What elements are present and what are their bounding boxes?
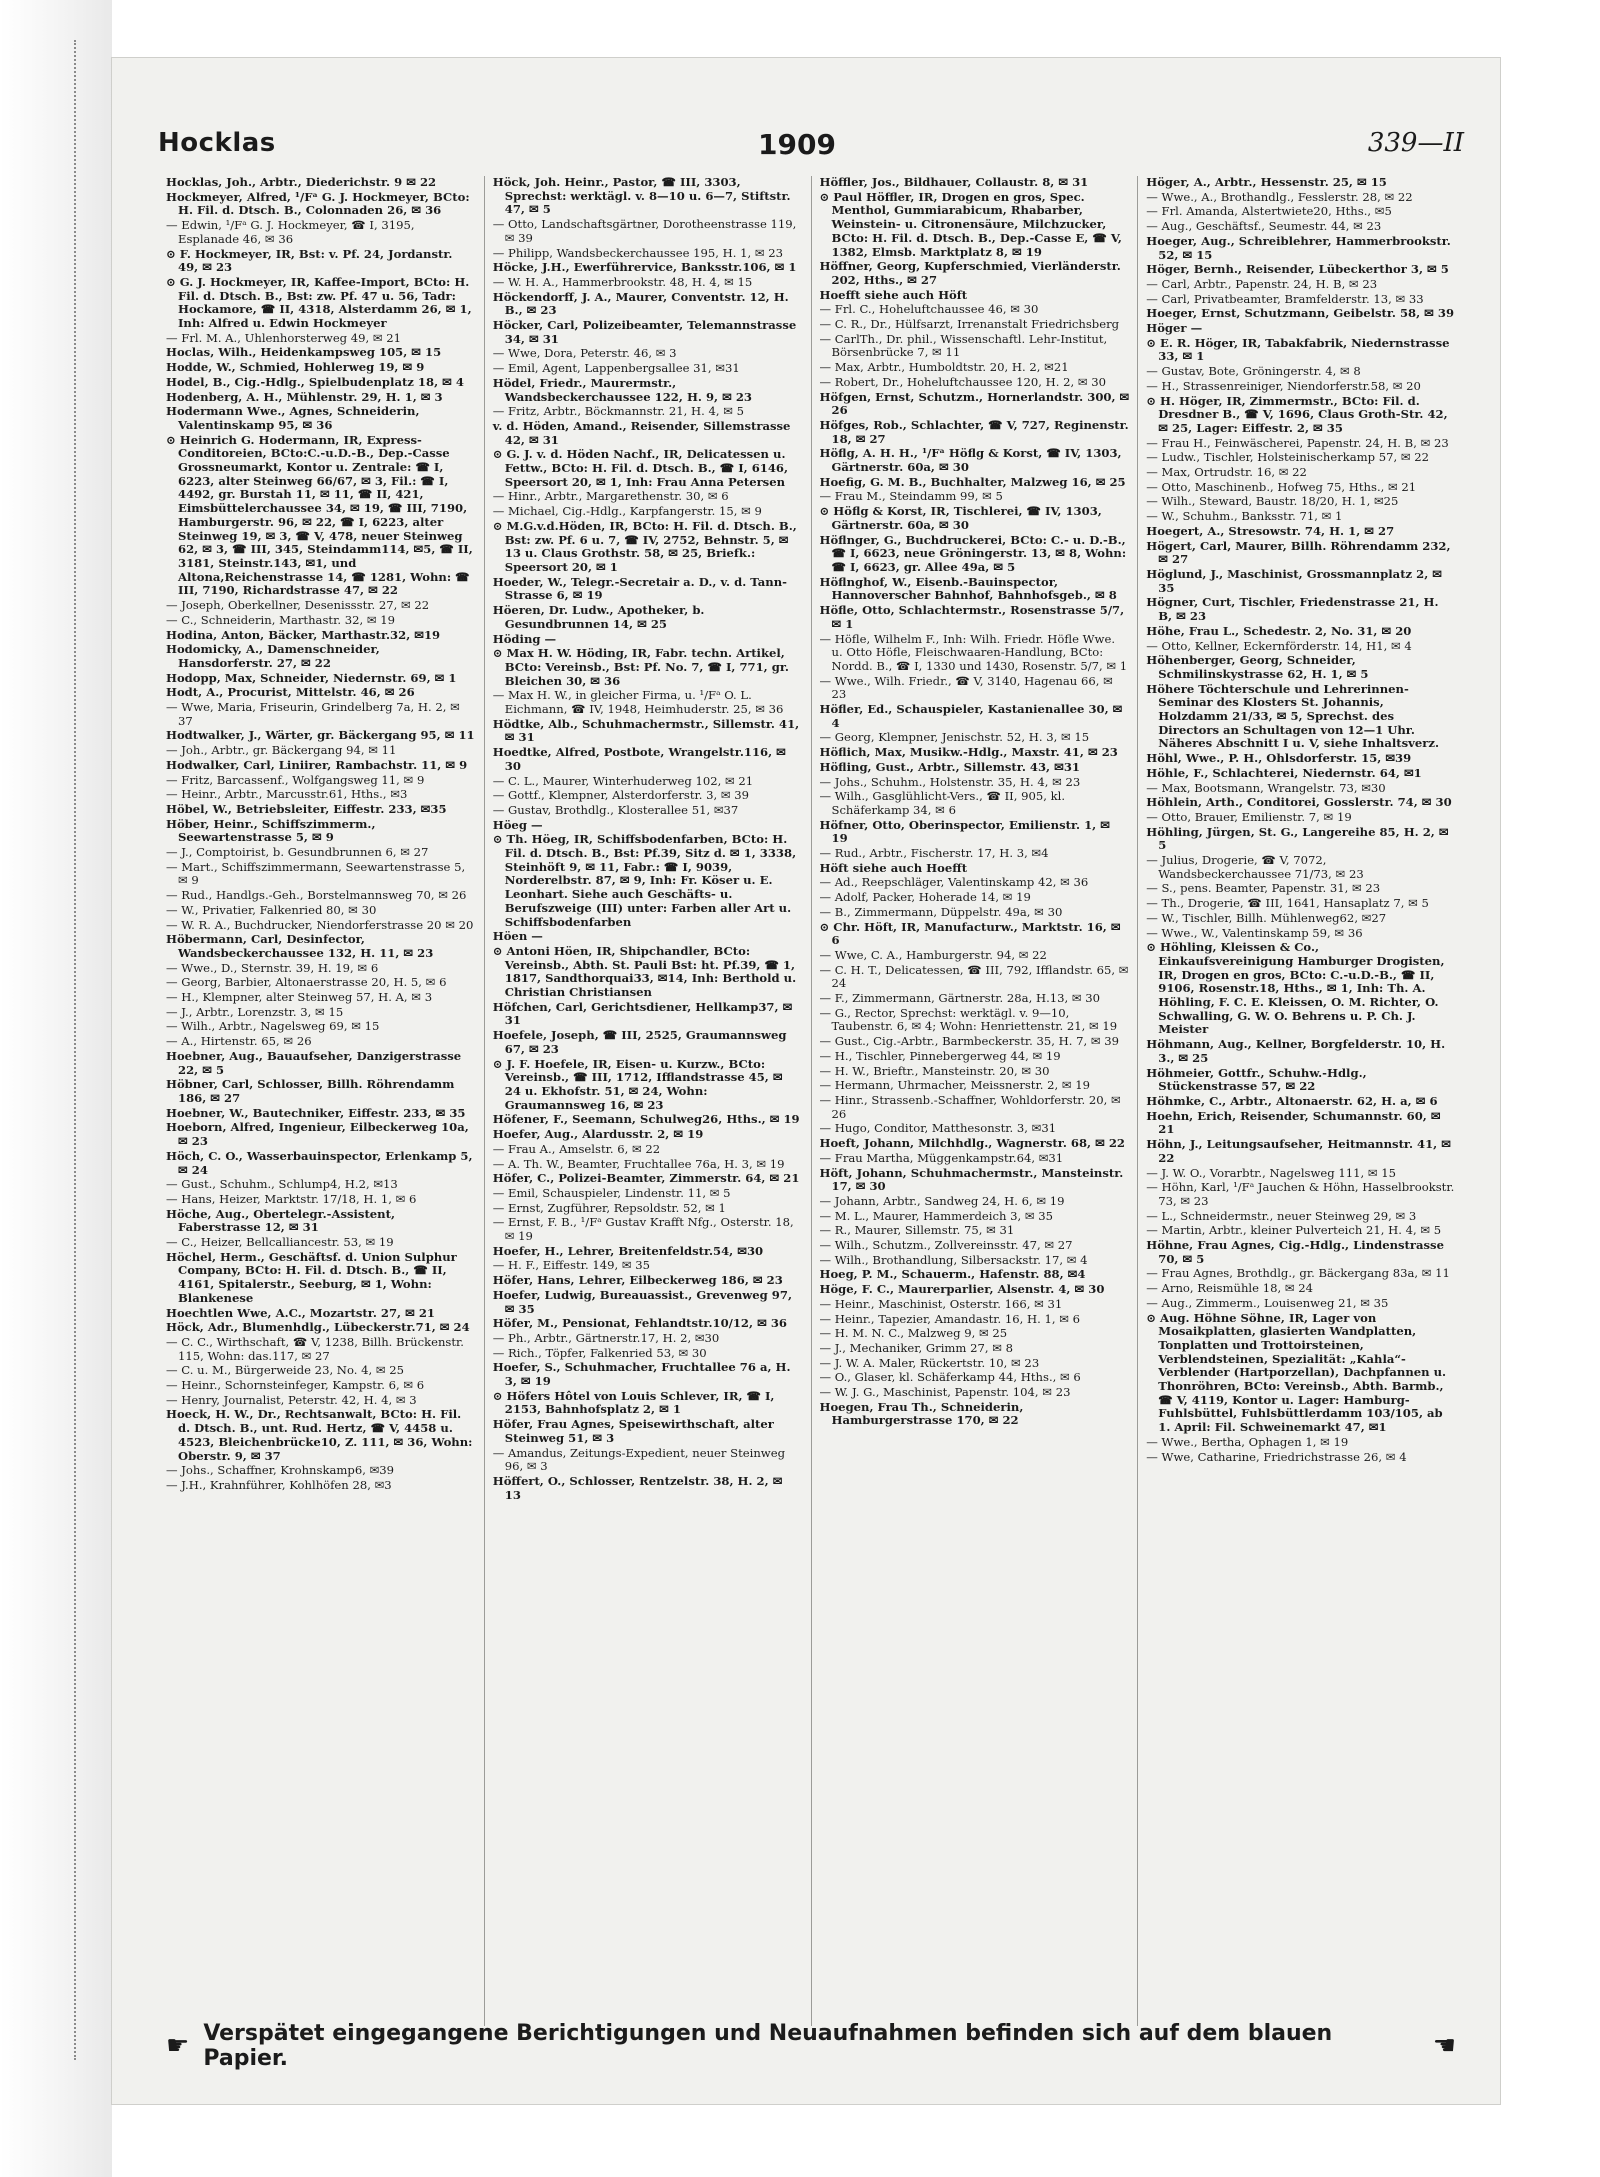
directory-entry: — H., Klempner, alter Steinweg 57, H. A, ✉ 3 xyxy=(166,990,433,1005)
directory-entry: Höfer, Hans, Lehrer, Eilbeckerweg 186, ✉ 23 xyxy=(492,1273,783,1288)
directory-entry: — Wwe., A., Brothandlg., Fesslerstr. 28, ✉ 22 xyxy=(1146,189,1413,204)
directory-entry: — W., Schuhm., Banksstr. 71, ✉ 1 xyxy=(1146,509,1343,524)
directory-entry: Höfle, Otto, Schlachtermstr., Rosenstrasse 5/7, ✉ 1 xyxy=(819,603,1125,631)
footer-text: Verspätet eingegangene Berichtigungen und Neuaufnahmen befinden sich auf dem blauen Papier. xyxy=(203,2021,1333,2071)
column-3 xyxy=(811,176,1138,2026)
directory-entry: Högner, Curt, Tischler, Friedenstrasse 21, H. B, ✉ 23 xyxy=(1146,595,1439,624)
directory-entry: — Frl. Amanda, Alstertwiete20, Hths., ✉5 xyxy=(1146,204,1392,219)
directory-entry: — Wwe, Dora, Peterstr. 46, ✉ 3 xyxy=(492,346,677,361)
directory-entry: Höfer, C., Polizei-Beamter, Zimmerstr. 64, ✉ 21 xyxy=(492,1171,800,1186)
directory-entry: — Georg, Klempner, Jenischstr. 52, H. 3, ✉ 15 xyxy=(819,730,1090,745)
directory-entry: Höfer, Frau Agnes, Speisewirthschaft, alter Steinweg 51, ✉ 3 xyxy=(492,1417,774,1445)
directory-entry: Hoefer, Ludwig, Bureauassist., Grevenweg 97, ✉ 35 xyxy=(492,1287,792,1316)
directory-entry: Höfchen, Carl, Gerichtsdiener, Hellkamp37, ✉ 31 xyxy=(492,999,793,1028)
directory-entry: — Th., Drogerie, ☎ III, 1641, Hansaplatz 7, ✉ 5 xyxy=(1146,896,1429,911)
directory-entry: — Gust., Schuhm., Schlump4, H.2, ✉13 xyxy=(166,1177,398,1192)
directory-entry: Hoefer, S., Schuhmacher, Fruchtallee 76 a, H. 3, ✉ 19 xyxy=(492,1360,791,1389)
directory-entry: Höcker, Carl, Polizeibeamter, Telemannstrasse 34, ✉ 31 xyxy=(492,318,797,346)
directory-entry: — A., Hirtenstr. 65, ✉ 26 xyxy=(166,1034,312,1049)
directory-entry: — Amandus, Zeitungs-Expedient, neuer Steinweg 96, ✉ 3 xyxy=(492,1445,785,1474)
directory-entry: ⊙ Antoni Höen, IR, Shipchandler, BCto: Vereinsb., Abth. St. Pauli Bst: ht. Pf.39, ☎ 1, 1817, Sandthorquai33, ✉14, Inh: Berthold u. Christian Christiansen xyxy=(492,943,797,1000)
year: 1909 xyxy=(758,128,836,161)
directory-entry: ⊙ M.G.v.d.Höden, IR, BCto: H. Fil. d. Dtsch. B., Bst: zw. Pf. 6 u. 7, ☎ IV, 2752, Behnstr. 5, ✉ 13 u. Claus Grothstr. 58, ✉ 25, Briefk.: Speersort 20, ✉ 1 xyxy=(492,518,797,574)
directory-entry: Hoeg, P. M., Schauerm., Hafenstr. 88, ✉4 xyxy=(819,1267,1086,1282)
directory-entry: — Wwe, Maria, Friseurin, Grindelberg 7a, H. 2, ✉ 37 xyxy=(166,700,460,728)
directory-entry: — Julius, Drogerie, ☎ V, 7072, Wandsbeckerchaussee 71/73, ✉ 23 xyxy=(1146,853,1364,881)
directory-entry: — Frau H., Feinwäscherei, Papenstr. 24, H. B, ✉ 23 xyxy=(1146,435,1449,450)
directory-entry: — Ernst, Zugführer, Repsoldstr. 52, ✉ 1 xyxy=(492,1200,726,1215)
directory-entry: — Otto, Kellner, Eckernförderstr. 14, H1, ✉ 4 xyxy=(1146,638,1412,653)
directory-entry: Hoclas, Wilh., Heidenkampsweg 105, ✉ 15 xyxy=(166,345,442,360)
page-number: 339—II xyxy=(1367,128,1464,158)
directory-entry: — Hinr., Arbtr., Margarethenstr. 30, ✉ 6 xyxy=(492,489,729,504)
pointing-hand-icon: ☛ xyxy=(166,2031,190,2061)
directory-entry: ⊙ Höflg & Korst, IR, Tischlerei, ☎ IV, 1303, Gärtnerstr. 60a, ✉ 30 xyxy=(819,504,1102,532)
directory-entry: ⊙ F. Hockmeyer, IR, Bst: v. Pf. 24, Jordanstr. 49, ✉ 23 xyxy=(166,246,453,275)
binding-edge xyxy=(74,40,77,2060)
directory-entry: — Philipp, Wandsbeckerchaussee 195, H. 1, ✉ 23 xyxy=(492,245,784,260)
column-4 xyxy=(1137,176,1464,2026)
directory-entry: — Höfle, Wilhelm F., Inh: Wilh. Friedr. Höfle Wwe. u. Otto Höfle, Fleischwaaren-Handlung, BCto: Nordd. B., ☎ I, 1330 und 1430, Rosenstr. 5/7, ✉ 1 xyxy=(819,631,1128,673)
directory-entry: Hodomicky, A., Damenschneider, Hansdorferstr. 27, ✉ 22 xyxy=(166,642,380,670)
directory-entry: — Georg, Barbier, Altonaerstrasse 20, H. 5, ✉ 6 xyxy=(166,975,447,990)
directory-entry: Höhl, Wwe., P. H., Ohlsdorferstr. 15, ✉39 xyxy=(1146,751,1412,766)
directory-entry: — Ludw., Tischler, Holsteinischerkamp 57, ✉ 22 xyxy=(1146,450,1430,465)
directory-entry: — Hugo, Conditor, Matthesonstr. 3, ✉31 xyxy=(819,1121,1057,1136)
directory-entry: — J., Comptoirist, b. Gesundbrunnen 6, ✉ 27 xyxy=(166,845,429,860)
directory-entry: ⊙ E. R. Höger, IR, Tabakfabrik, Niedernstrasse 33, ✉ 1 xyxy=(1146,335,1450,364)
directory-entry: — H., Strassenreiniger, Niendorferstr.58, ✉ 20 xyxy=(1146,378,1421,393)
directory-entry: — W. H. A., Hammerbrookstr. 48, H. 4, ✉ 15 xyxy=(492,274,753,289)
directory-entry: Höck, Joh. Heinr., Pastor, ☎ III, 3303, Sprechst: werktägl. v. 8—10 u. 6—7, Stiftstr. 47, ✉ 5 xyxy=(492,176,791,217)
directory-entry: Hocklas, Joh., Arbtr., Diederichstr. 9 ✉ 22 xyxy=(166,176,437,189)
directory-entry: — J. W. O., Vorarbtr., Nagelsweg 111, ✉ 15 xyxy=(1146,1165,1397,1180)
directory-entry: Höfges, Rob., Schlachter, ☎ V, 727, Reginenstr. 18, ✉ 27 xyxy=(819,417,1129,446)
directory-entry: Höfner, Otto, Oberinspector, Emilienstr. 1, ✉ 19 xyxy=(819,817,1110,846)
directory-entry: — Wilh., Schutzm., Zollvereinsstr. 47, ✉ 27 xyxy=(819,1238,1073,1253)
directory-entry: — S., pens. Beamter, Papenstr. 31, ✉ 23 xyxy=(1146,881,1381,896)
directory-entry: Hoebner, W., Bautechniker, Eiffestr. 233, ✉ 35 xyxy=(166,1105,466,1120)
directory-entry: Hödtke, Alb., Schuhmachermstr., Sillemstr. 41, ✉ 31 xyxy=(492,716,800,745)
directory-entry: Höhle, F., Schlachterei, Niedernstr. 64, ✉1 xyxy=(1146,765,1422,780)
directory-entry: Hodt, A., Procurist, Mittelstr. 46, ✉ 26 xyxy=(166,685,415,700)
running-head: Hocklas xyxy=(158,128,276,158)
directory-entry: Höhe, Frau L., Schedestr. 2, No. 31, ✉ 20 xyxy=(1146,623,1412,638)
directory-entry: Hoefer, H., Lehrer, Breitenfeldstr.54, ✉30 xyxy=(492,1243,764,1258)
directory-entry: Hodtwalker, J., Wärter, gr. Bäckergang 95, ✉ 11 xyxy=(166,728,475,743)
directory-entry: — Frau A., Amselstr. 6, ✉ 22 xyxy=(492,1141,661,1156)
directory-entry: — W., Privatier, Falkenried 80, ✉ 30 xyxy=(166,902,377,917)
directory-entry: — Frau Martha, Müggenkampstr.64, ✉31 xyxy=(819,1150,1064,1165)
directory-entry: Höber, Heinr., Schiffszimmerm., Seewartenstrasse 5, ✉ 9 xyxy=(166,816,376,845)
directory-entry: Höbermann, Carl, Desinfector, Wandsbeckerchaussee 132, H. 11, ✉ 23 xyxy=(166,932,434,960)
directory-entry: Höflich, Max, Musikw.-Hdlg., Maxstr. 41, ✉ 23 xyxy=(819,745,1118,760)
directory-entry: — W. J. G., Maschinist, Papenstr. 104, ✉ 23 xyxy=(819,1385,1071,1400)
directory-entry: Höbel, W., Betriebsleiter, Eiffestr. 233, ✉35 xyxy=(166,801,447,816)
directory-entry: — Joseph, Oberkellner, Desenissstr. 27, ✉ 22 xyxy=(166,598,430,613)
directory-entry: Höhenberger, Georg, Schneider, Schmilinskystrasse 62, H. 1, ✉ 5 xyxy=(1146,653,1369,681)
directory-entry: — A. Th. W., Beamter, Fruchtallee 76a, H. 3, ✉ 19 xyxy=(492,1156,785,1171)
directory-entry: — C. L., Maurer, Winterhuderweg 102, ✉ 21 xyxy=(492,773,754,788)
directory-entry: Hoeborn, Alfred, Ingenieur, Eilbeckerweg 10a, ✉ 23 xyxy=(166,1120,469,1149)
directory-entry: — CarlTh., Dr. phil., Wissenschaftl. Lehr-Institut, Börsenbrücke 7, ✉ 11 xyxy=(819,331,1108,360)
directory-entry: — H., Tischler, Pinnebergerweg 44, ✉ 19 xyxy=(819,1048,1061,1063)
directory-entry: Hodenberg, A. H., Mühlenstr. 29, H. 1, ✉ 3 xyxy=(166,389,443,404)
directory-entry: Hoeder, W., Telegr.-Secretair a. D., v. d. Tann-Strasse 6, ✉ 19 xyxy=(492,574,787,603)
directory-entry: ⊙ Höfers Hôtel von Louis Schlever, IR, ☎ I, 2153, Bahnhofsplatz 2, ✉ 1 xyxy=(492,1388,775,1417)
directory-entry: Höhmeier, Gottfr., Schuhw.-Hdlg., Stückenstrasse 57, ✉ 22 xyxy=(1146,1065,1367,1094)
directory-entry: ⊙ G. J. v. d. Höden Nachf., IR, Delicatessen u. Fettw., BCto: H. Fil. d. Dtsch. B., ☎ I, 6146, Speersort 20, ✉ 1, Inh: Frau Anna Petersen xyxy=(492,447,789,489)
directory-entry: — C. u. M., Bürgerweide 23, No. 4, ✉ 25 xyxy=(166,1363,404,1378)
directory-entry: Höfener, F., Seemann, Schulweg26, Hths., ✉ 19 xyxy=(492,1112,800,1127)
directory-entry: — H. M. N. C., Malzweg 9, ✉ 25 xyxy=(819,1326,1008,1341)
directory-entry: Höeg — xyxy=(492,817,543,832)
directory-entry: — J., Arbtr., Lorenzstr. 3, ✉ 15 xyxy=(166,1004,344,1019)
directory-entry: ⊙ Paul Höffler, IR, Drogen en gros, Spec. Menthol, Gummiarabicum, Rhabarber, Weinstein- u. Citronensäure, Milchzucker, BCto: H. Fil. d. Dtsch. B., Dep.-Casse E, ☎ V, 1382, Elmsb. Marktplatz 8, ✉ 19 xyxy=(819,189,1122,259)
directory-entry: — Wwe, C. A., Hamburgerstr. 94, ✉ 22 xyxy=(819,947,1047,962)
directory-entry: Höfling, Gust., Arbtr., Sillemstr. 43, ✉31 xyxy=(819,759,1080,774)
scan-margin xyxy=(0,0,112,2177)
directory-entry: — G., Rector, Sprechst: werktägl. v. 9—10, Taubenstr. 6, ✉ 4; Wohn: Henriettenstr. 21, ✉ 19 xyxy=(819,1005,1118,1034)
directory-entry: Höhlein, Arth., Conditorei, Gosslerstr. 74, ✉ 30 xyxy=(1146,795,1452,810)
directory-entry: — Emil, Agent, Lappenbergsallee 31, ✉31 xyxy=(492,361,740,376)
directory-entry: — R., Maurer, Sillemstr. 75, ✉ 31 xyxy=(819,1223,1015,1238)
directory-entry: — Frau Agnes, Brothdlg., gr. Bäckergang 83a, ✉ 11 xyxy=(1146,1266,1450,1281)
directory-entry: ⊙ Heinrich G. Hodermann, IR, Express-Conditoreien, BCto:C.-u.D.-B., Dep.-Casse Grossneumarkt, Kontor u. Zentrale: ☎ I, 6223, alter Steinweg 66/67, ✉ 3, Fil.: ☎ I, 4492, gr. Burstah 11, ✉ 11, ☎ II, 421, Eimsbüttelerchaussee 34, ✉ 19, ☎ III, 7190, Hamburgerstr. 96, ✉ 22, ☎ I, 6223, alter Steinweg 19, ✉ 3, ☎ V, 478, neuer Steinweg 62, ✉ 3, ☎ III, 345, Steindamm114, ✉5, ☎ II, 3181, Steinstr.143, ✉1, und Altona,Reichenstrasse 14, ☎ 1281, Wohn: ☎ III, 7190, Richardstrasse 47, ✉ 22 xyxy=(166,432,473,598)
directory-columns xyxy=(158,176,1464,2026)
directory-entry: Hoefele, Joseph, ☎ III, 2525, Graumannsweg 67, ✉ 23 xyxy=(492,1028,787,1056)
directory-entry: — W. R. A., Buchdrucker, Niendorferstrasse 20 ✉ 20 xyxy=(166,917,474,932)
directory-entry: — Heinr., Arbtr., Marcusstr.61, Hths., ✉3 xyxy=(166,787,408,802)
directory-entry: Hoedtke, Alfred, Postbote, Wrangelstr.116, ✉ 30 xyxy=(492,745,786,773)
directory-entry: — M. L., Maurer, Hammerdeich 3, ✉ 35 xyxy=(819,1208,1054,1223)
directory-entry: — Wilh., Brothandlung, Silbersackstr. 17, ✉ 4 xyxy=(819,1252,1088,1267)
directory-entry: — Rich., Töpfer, Falkenried 53, ✉ 30 xyxy=(492,1345,707,1360)
directory-entry: Höhne, Frau Agnes, Cig.-Hdlg., Lindenstrasse 70, ✉ 5 xyxy=(1146,1238,1444,1266)
directory-entry: — Gust., Cig.-Arbtr., Barmbeckerstr. 35, H. 7, ✉ 39 xyxy=(819,1034,1120,1049)
directory-entry: Höhling, Jürgen, St. G., Langereihe 85, H. 2, ✉ 5 xyxy=(1146,824,1449,853)
directory-entry: Höch, C. O., Wasserbauinspector, Erlenkamp 5, ✉ 24 xyxy=(166,1148,473,1177)
directory-entry: Hodopp, Max, Schneider, Niedernstr. 69, ✉ 1 xyxy=(166,670,457,685)
directory-entry: ⊙ H. Höger, IR, Zimmermstr., BCto: Fil. d. Dresdner B., ☎ V, 1696, Claus Groth-Str. 42, ✉ 25, Lager: Eiffestr. 2, ✉ 35 xyxy=(1146,393,1448,435)
directory-entry: — Fritz, Arbtr., Böckmannstr. 21, H. 4, ✉ 5 xyxy=(492,404,745,419)
directory-entry: — J., Mechaniker, Grimm 27, ✉ 8 xyxy=(819,1340,1013,1355)
directory-entry: — Gottf., Klempner, Alsterdorferstr. 3, ✉ 39 xyxy=(492,788,750,803)
directory-entry: — Aug., Zimmerm., Louisenweg 21, ✉ 35 xyxy=(1146,1295,1389,1310)
directory-entry: Höger, A., Arbtr., Hessenstr. 25, ✉ 15 xyxy=(1146,176,1387,189)
directory-entry: — Carl, Privatbeamter, Bramfelderstr. 13, ✉ 33 xyxy=(1146,291,1424,306)
directory-entry: ⊙ J. F. Hoefele, IR, Eisen- u. Kurzw., BCto: Vereinsb., ☎ III, 1712, Ifflandstrasse 45, ✉ 24 u. Ekhofstr. 51, ✉ 24, Wohn: Graumannsweg 16, ✉ 23 xyxy=(492,1056,783,1112)
directory-entry: — Carl, Arbtr., Papenstr. 24, H. B, ✉ 23 xyxy=(1146,276,1378,291)
directory-entry: Hoeck, H. W., Dr., Rechtsanwalt, BCto: H. Fil. d. Dtsch. B., unt. Rud. Hertz, ☎ V, 4458 u. 4523, Bleichenbrücke10, Z. 111, ✉ 36, Wohn: Oberstr. 9, ✉ 37 xyxy=(166,1407,473,1463)
directory-entry: — Wilh., Gasglühlicht-Vers., ☎ II, 905, kl. Schäferkamp 34, ✉ 6 xyxy=(819,789,1066,817)
directory-entry: Hoefft siehe auch Höft xyxy=(819,287,968,302)
directory-entry: ⊙ Th. Höeg, IR, Schiffsbodenfarben, BCto: H. Fil. d. Dtsch. B., Bst: Pf.39, Sitz d. ✉ 1, 3338, Steinhöft 9, ✉ 11, Fabr.: ☎ I, 9039, Norderelbstr. 87, ✉ 9, Inh: Fr. Köser u. E. Leonhart. Siehe auch Geschäfts- u. Berufszweige (III) unter: Farben aller Art u. Schiffsbodenfarben xyxy=(492,832,797,929)
directory-entry: — C., Heizer, Bellcalliancestr. 53, ✉ 19 xyxy=(166,1235,394,1250)
directory-entry: — O., Glaser, kl. Schäferkamp 44, Hths., ✉ 6 xyxy=(819,1370,1081,1385)
directory-entry: — Otto, Brauer, Emilienstr. 7, ✉ 19 xyxy=(1146,809,1352,824)
directory-entry: ⊙ Aug. Höhne Söhne, IR, Lager von Mosaikplatten, glasierten Wandplatten, Tonplatten und Trottoirsteinen, Verblendsteinen, Spezialität: „Kahla“-Verblender (Hartporzellan), Dachpfannen u. Thonröhren, BCto: Vereinsb., Abth. Barmb., ☎ V, 4119, Kontor u. Lager: Hamburg-Fuhlsbüttel, Fuhlsbüttlerdamm 103/105, ab 1. April: Fil. Schweinemarkt 47, ✉1 xyxy=(1146,1310,1447,1435)
directory-entry: — Max, Bootsmann, Wrangelstr. 73, ✉30 xyxy=(1146,780,1386,795)
directory-entry: Höfler, Ed., Schauspieler, Kastanienallee 30, ✉ 4 xyxy=(819,702,1123,730)
directory-entry: Höeren, Dr. Ludw., Apotheker, b. Gesundbrunnen 14, ✉ 25 xyxy=(492,603,705,631)
directory-entry: — Frau M., Steindamm 99, ✉ 5 xyxy=(819,489,1003,504)
directory-entry: — Ernst, F. B., ¹/Fᵃ Gustav Krafft Nfg., Osterstr. 18, ✉ 19 xyxy=(492,1215,794,1244)
directory-entry: — J. W. A. Maler, Rückertstr. 10, ✉ 23 xyxy=(819,1355,1040,1370)
directory-entry: — Joh., Arbtr., gr. Bäckergang 94, ✉ 11 xyxy=(166,743,397,758)
directory-entry: — Johs., Schuhm., Holstenstr. 35, H. 4, ✉ 23 xyxy=(819,774,1081,789)
directory-entry: — Michael, Cig.-Hdlg., Karpfangerstr. 15, ✉ 9 xyxy=(492,504,762,519)
directory-entry: Hoefig, G. M. B., Buchhalter, Malzweg 16, ✉ 25 xyxy=(819,474,1126,489)
directory-entry: Höfgen, Ernst, Schutzm., Hornerlandstr. 300, ✉ 26 xyxy=(819,389,1130,418)
directory-entry: Hodel, B., Cig.-Hdlg., Spielbudenplatz 18, ✉ 4 xyxy=(166,374,464,389)
directory-entry: Höger, Bernh., Reisender, Lübeckerthor 3, ✉ 5 xyxy=(1146,262,1449,277)
directory-entry: — Mart., Schiffszimmermann, Seewartenstrasse 5, ✉ 9 xyxy=(166,859,466,888)
directory-entry: — H. F., Eiffestr. 149, ✉ 35 xyxy=(492,1258,650,1273)
directory-entry: Höck, Adr., Blumenhdlg., Lübeckerstr.71, ✉ 24 xyxy=(166,1320,470,1335)
directory-entry: Hoeger, Ernst, Schutzmann, Geibelstr. 58, ✉ 39 xyxy=(1146,306,1455,321)
directory-entry: Hoegen, Frau Th., Schneiderin, Hamburgerstrasse 170, ✉ 22 xyxy=(819,1399,1024,1428)
directory-entry: — Rud., Arbtr., Fischerstr. 17, H. 3, ✉4 xyxy=(819,846,1049,861)
directory-entry: — Martin, Arbtr., kleiner Pulverteich 21, H. 4, ✉ 5 xyxy=(1146,1223,1442,1238)
directory-entry: Höflnghof, W., Eisenb.-Bauinspector, Hannoverscher Bahnhof, Bahnhofsgeb., ✉ 8 xyxy=(819,574,1117,603)
directory-entry: — Robert, Dr., Hoheluftchaussee 120, H. 2, ✉ 30 xyxy=(819,374,1107,389)
directory-entry: — Otto, Landschaftsgärtner, Dorotheenstrasse 119, ✉ 39 xyxy=(492,217,797,245)
directory-entry: Hoefer, Aug., Alardusstr. 2, ✉ 19 xyxy=(492,1127,704,1142)
directory-entry: — Fritz, Barcassenf., Wolfgangsweg 11, ✉ 9 xyxy=(166,772,425,787)
pointing-hand-icon: ☚ xyxy=(1432,2031,1456,2061)
directory-entry: — J.H., Krahnführer, Kohlhöfen 28, ✉3 xyxy=(166,1477,392,1492)
directory-entry: — Arno, Reismühle 18, ✉ 24 xyxy=(1146,1281,1313,1296)
directory-entry: Höbner, Carl, Schlosser, Billh. Röhrendamm 186, ✉ 27 xyxy=(166,1077,455,1105)
directory-entry: — W., Tischler, Billh. Mühlenweg62, ✉27 xyxy=(1146,910,1387,925)
directory-entry: Högert, Carl, Maurer, Billh. Röhrendamm 232, ✉ 27 xyxy=(1146,538,1451,567)
directory-entry: Hockmeyer, Alfred, ¹/Fᵃ G. J. Hockmeyer, BCto: H. Fil. d. Dtsch. B., Colonnaden 26, ✉ 36 xyxy=(166,189,470,218)
directory-entry: ⊙ Höhling, Kleissen & Co., Einkaufsvereinigung Hamburger Drogisten, IR, Drogen en gros, BCto: C.-u.D.-B., ☎ II, 9106, Rosenstr.18, Hths., ✉ 1, Inh: Th. A. Höhling, F. C. E. Kleissen, O. M. Richter, O. Schwalling, G. W. O. Behrens u. P. Ch. J. Meister xyxy=(1146,940,1445,1037)
directory-entry: Höchel, Herm., Geschäftsf. d. Union Sulphur Company, BCto: H. Fil. d. Dtsch. B., ☎ II, 4161, Spitalerstr., Seeburg, ✉ 1, Wohn: Blankenese xyxy=(166,1249,457,1305)
directory-entry: — Edwin, ¹/Fᵃ G. J. Hockmeyer, ☎ I, 3195, Esplanade 46, ✉ 36 xyxy=(166,218,415,246)
directory-entry: — C. H. T., Delicatessen, ☎ III, 792, Ifflandstr. 65, ✉ 24 xyxy=(819,962,1129,991)
directory-entry: Höcke, J.H., Ewerführervice, Banksstr.106, ✉ 1 xyxy=(492,260,797,275)
directory-entry: — C., Schneiderin, Marthastr. 32, ✉ 19 xyxy=(166,612,395,627)
page-header xyxy=(158,128,1464,176)
directory-entry: — Ph., Arbtr., Gärtnerstr.17, H. 2, ✉30 xyxy=(492,1330,720,1345)
directory-entry: — Gustav, Brothdlg., Klosterallee 51, ✉37 xyxy=(492,802,739,817)
directory-entry: Höflnger, G., Buchdruckerei, BCto: C.- u. D.-B., ☎ I, 6623, neue Gröningerstr. 13, ✉ 8, Wohn: ☎ I, 6623, gr. Allee 49a, ✉ 5 xyxy=(819,532,1127,574)
directory-entry: — Heinr., Maschinist, Osterstr. 166, ✉ 31 xyxy=(819,1296,1063,1311)
directory-entry: — B., Zimmermann, Düppelstr. 49a, ✉ 30 xyxy=(819,904,1063,919)
directory-entry: Hodde, W., Schmied, Hohlerweg 19, ✉ 9 xyxy=(166,360,425,375)
directory-entry: Höffler, Jos., Bildhauer, Collaustr. 8, ✉ 31 xyxy=(819,176,1089,189)
directory-entry: — Adolf, Packer, Hoherade 14, ✉ 19 xyxy=(819,890,1031,905)
directory-entry: — F., Zimmermann, Gärtnerstr. 28a, H.13, ✉ 30 xyxy=(819,991,1101,1006)
directory-entry: — Ad., Reepschläger, Valentinskamp 42, ✉ 36 xyxy=(819,875,1089,890)
directory-entry: — Frl. C., Hoheluftchaussee 46, ✉ 30 xyxy=(819,302,1039,317)
directory-entry: — Rud., Handlgs.-Geh., Borstelmannsweg 70, ✉ 26 xyxy=(166,888,467,903)
footer-notice xyxy=(166,2021,1456,2071)
directory-entry: — Hermann, Uhrmacher, Meissnerstr. 2, ✉ 19 xyxy=(819,1078,1091,1093)
directory-entry: — H. W., Brieftr., Mansteinstr. 20, ✉ 30 xyxy=(819,1063,1050,1078)
directory-entry: Höche, Aug., Obertelegr.-Assistent, Faberstrasse 12, ✉ 31 xyxy=(166,1206,395,1235)
directory-entry: — Heinr., Tapezier, Amandastr. 16, H. 1, ✉ 6 xyxy=(819,1311,1081,1326)
directory-entry: Hoeger, Aug., Schreiblehrer, Hammerbrookstr. 52, ✉ 15 xyxy=(1146,233,1451,262)
directory-entry: — Max, Arbtr., Humboldtstr. 20, H. 2, ✉21 xyxy=(819,360,1069,375)
directory-entry: Höhn, J., Leitungsaufseher, Heitmannstr. 41, ✉ 22 xyxy=(1146,1137,1451,1165)
directory-entry: — Max, Ortrudstr. 16, ✉ 22 xyxy=(1146,465,1307,480)
directory-entry: Höhmke, C., Arbtr., Altonaerstr. 62, H. a, ✉ 6 xyxy=(1146,1094,1438,1108)
directory-entry: — Wwe, Catharine, Friedrichstrasse 26, ✉ 4 xyxy=(1146,1449,1407,1464)
directory-entry: — Hans, Heizer, Marktstr. 17/18, H. 1, ✉ 6 xyxy=(166,1191,417,1206)
directory-entry: — Emil, Schauspieler, Lindenstr. 11, ✉ 5 xyxy=(492,1185,731,1200)
directory-entry: v. d. Höden, Amand., Reisender, Sillemstrasse 42, ✉ 31 xyxy=(492,418,791,447)
directory-entry: — Hinr., Strassenb.-Schaffner, Wohldorferstr. 20, ✉ 26 xyxy=(819,1093,1121,1121)
directory-entry: Höger — xyxy=(1146,321,1203,336)
directory-entry: Hoeft, Johann, Milchhdlg., Wagnerstr. 68, ✉ 22 xyxy=(819,1136,1125,1151)
directory-entry: Höffner, Georg, Kupferschmied, Vierländerstr. 202, Hths., ✉ 27 xyxy=(819,259,1121,287)
directory-entry: — Wwe., D., Sternstr. 39, H. 19, ✉ 6 xyxy=(166,960,379,975)
directory-entry: ⊙ Chr. Höft, IR, Manufacturw., Marktstr. 16, ✉ 6 xyxy=(819,919,1121,948)
directory-entry: — Gustav, Bote, Gröningerstr. 4, ✉ 8 xyxy=(1146,364,1361,379)
directory-entry: ⊙ G. J. Hockmeyer, IR, Kaffee-Import, BCto: H. Fil. d. Dtsch. B., Bst: zw. Pf. 47 u. 56, Tadr: Hockamore, ☎ II, 4318, Alsterdamm 26, ✉ 1, Inh: Alfred u. Edwin Hockmeyer xyxy=(166,274,472,331)
column-2 xyxy=(484,176,811,2026)
directory-entry: Hodwalker, Carl, Liniirer, Rambachstr. 11, ✉ 9 xyxy=(166,757,468,772)
directory-entry: — Aug., Geschäftsf., Seumestr. 44, ✉ 23 xyxy=(1146,219,1382,234)
directory-entry: Hoebner, Aug., Bauaufseher, Danzigerstrasse 22, ✉ 5 xyxy=(166,1048,462,1077)
directory-entry: — Frl. M. A., Uhlenhorsterweg 49, ✉ 21 xyxy=(166,330,402,345)
directory-entry: Höhmann, Aug., Kellner, Borgfelderstr. 10, H. 3., ✉ 25 xyxy=(1146,1037,1446,1065)
directory-entry: Hoehn, Erich, Reisender, Schumannstr. 60, ✉ 21 xyxy=(1146,1108,1441,1137)
directory-entry: — Otto, Maschinenb., Hofweg 75, Hths., ✉ 21 xyxy=(1146,479,1417,494)
directory-page xyxy=(112,58,1500,2104)
directory-entry: Höckendorff, J. A., Maurer, Conventstr. 12, H. B., ✉ 23 xyxy=(492,289,789,318)
directory-entry: Höft, Johann, Schuhmachermstr., Mansteinstr. 17, ✉ 30 xyxy=(819,1165,1124,1194)
directory-entry: Höft siehe auch Hoefft xyxy=(819,860,968,875)
directory-entry: — Max H. W., in gleicher Firma, u. ¹/Fᵃ O. L. Eichmann, ☎ IV, 1948, Heimhuderstr. 25, ✉ 36 xyxy=(492,688,784,717)
directory-entry: Höglund, J., Maschinist, Grossmannplatz 2, ✉ 35 xyxy=(1146,566,1443,595)
directory-entry: Höflg, A. H. H., ¹/Fᵃ Höflg & Korst, ☎ IV, 1303, Gärtnerstr. 60a, ✉ 30 xyxy=(819,446,1122,475)
directory-entry: — Johs., Schaffner, Krohnskamp6, ✉39 xyxy=(166,1463,395,1478)
directory-entry: Hoegert, A., Stresowstr. 74, H. 1, ✉ 27 xyxy=(1146,523,1395,538)
directory-entry: — Wwe., Bertha, Ophagen 1, ✉ 19 xyxy=(1146,1434,1349,1449)
directory-entry: Höffert, O., Schlosser, Rentzelstr. 38, H. 2, ✉ 13 xyxy=(492,1473,783,1502)
directory-entry: — Wwe., Wilh. Friedr., ☎ V, 3140, Hagenau 66, ✉ 23 xyxy=(819,673,1113,702)
directory-entry: Hoechtlen Wwe, A.C., Mozartstr. 27, ✉ 21 xyxy=(166,1305,435,1320)
directory-entry: — C. C., Wirthschaft, ☎ V, 1238, Billh. Brückenstr. 115, Wohn: das.117, ✉ 27 xyxy=(166,1334,464,1363)
directory-entry: Höfer, M., Pensionat, Fehlandtstr.10/12, ✉ 36 xyxy=(492,1316,787,1331)
directory-entry: — Höhn, Karl, ¹/Fᵃ Jauchen & Höhn, Hasselbrookstr. 73, ✉ 23 xyxy=(1146,1180,1455,1208)
directory-entry: Hödel, Friedr., Maurermstr., Wandsbeckerchaussee 122, H. 9, ✉ 23 xyxy=(492,375,752,404)
directory-entry: — Johann, Arbtr., Sandweg 24, H. 6, ✉ 19 xyxy=(819,1193,1065,1208)
directory-entry: Höding — xyxy=(492,631,557,646)
directory-entry: Höhere Töchterschule und Lehrerinnen-Seminar des Klosters St. Johannis, Holzdamm 21/33, ✉ 5, Sprechst. des Directors an Schultagen von 12—1 Uhr. Näheres Abschnitt I u. V, siehe Inhaltsverz. xyxy=(1146,681,1439,751)
column-1 xyxy=(158,176,484,2026)
directory-entry: — L., Schneidermstr., neuer Steinweg 29, ✉ 3 xyxy=(1146,1208,1417,1223)
directory-entry: — Wwe., W., Valentinskamp 59, ✉ 36 xyxy=(1146,925,1363,940)
directory-entry: — Wilh., Arbtr., Nagelsweg 69, ✉ 15 xyxy=(166,1019,380,1034)
directory-entry: — Heinr., Schornsteinfeger, Kampstr. 6, ✉ 6 xyxy=(166,1378,425,1393)
directory-entry: — C. R., Dr., Hülfsarzt, Irrenanstalt Friedrichsberg xyxy=(819,317,1120,332)
directory-entry: Höge, F. C., Maurerparlier, Alsenstr. 4, ✉ 30 xyxy=(819,1282,1105,1297)
directory-entry: Hodina, Anton, Bäcker, Marthastr.32, ✉19 xyxy=(166,627,441,642)
directory-entry: ⊙ Max H. W. Höding, IR, Fabr. techn. Artikel, BCto: Vereinsb., Bst: Pf. No. 7, ☎ I, 771, gr. Bleichen 30, ✉ 36 xyxy=(492,646,789,688)
directory-entry: — Henry, Journalist, Peterstr. 42, H. 4, ✉ 3 xyxy=(166,1392,417,1407)
directory-entry: — Wilh., Steward, Baustr. 18/20, H. 1, ✉25 xyxy=(1146,494,1399,509)
directory-entry: Höen — xyxy=(492,929,543,944)
directory-entry: Hodermann Wwe., Agnes, Schneiderin, Valentinskamp 95, ✉ 36 xyxy=(166,404,420,432)
